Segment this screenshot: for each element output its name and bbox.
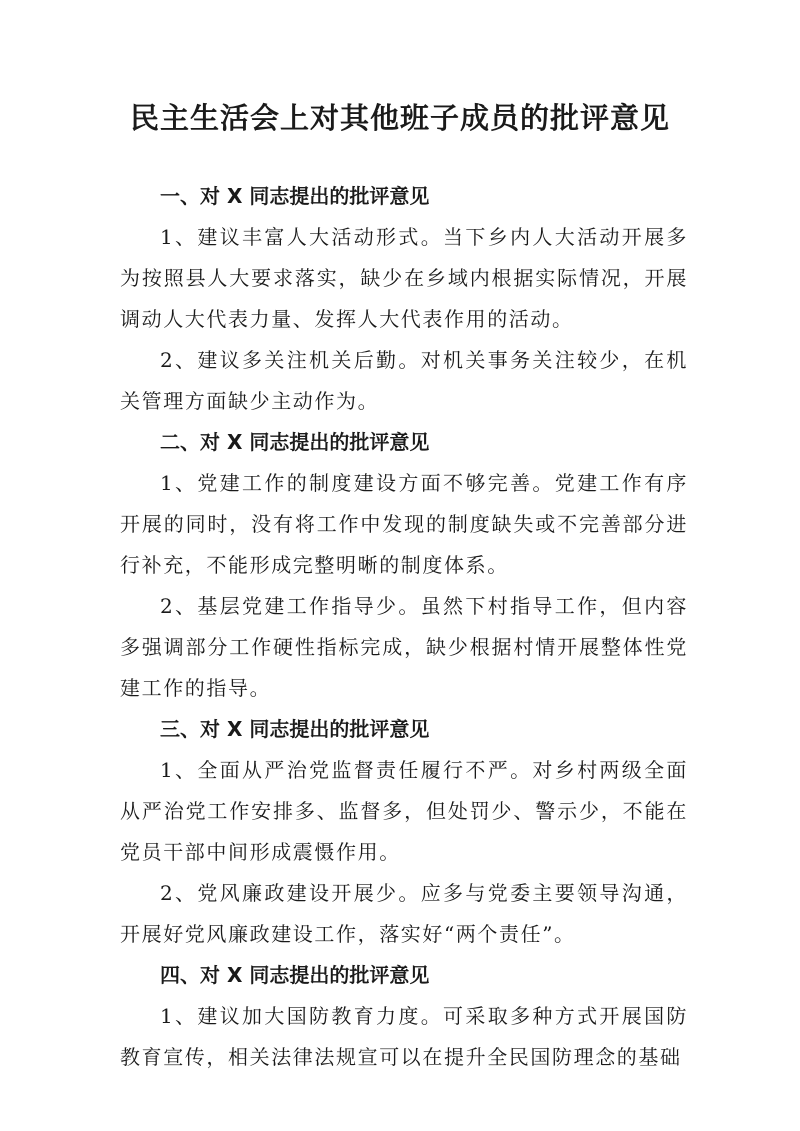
paragraph: 1、全面从严治党监督责任履行不严。对乡村两级全面从严治党工作安排多、监督多，但处罚少、警示少，不能在党员干部中间形成震慑作用。	[120, 758, 688, 864]
paragraph: 2、党风廉政建设开展少。应多与党委主要领导沟通，开展好党风廉政建设工作，落实好“两个责任”。	[120, 881, 688, 946]
paragraph: 1、党建工作的制度建设方面不够完善。党建工作有序开展的同时，没有将工作中发现的制度缺失或不完善部分进行补充，不能形成完整明晰的制度体系。	[120, 471, 688, 577]
section-2	[120, 422, 688, 709]
section-heading: 四、对 X 同志提出的批评意见	[160, 963, 430, 987]
section-3	[120, 709, 688, 955]
document-body	[120, 176, 688, 1078]
section-4	[120, 955, 688, 1078]
paragraph: 1、建议丰富人大活动形式。当下乡内人大活动开展多为按照县人大要求落实，缺少在乡域内根据实际情况，开展调动人大代表力量、发挥人大代表作用的活动。	[120, 225, 688, 331]
document-title: 民主生活会上对其他班子成员的批评意见	[129, 101, 670, 135]
section-heading: 一、对 X 同志提出的批评意见	[160, 184, 430, 208]
section-heading: 三、对 X 同志提出的批评意见	[160, 717, 430, 741]
paragraph: 2、基层党建工作指导少。虽然下村指导工作，但内容多强调部分工作硬性指标完成，缺少根据村情开展整体性党建工作的指导。	[120, 594, 688, 700]
section-1	[120, 176, 688, 422]
paragraph: 1、建议加大国防教育力度。可采取多种方式开展国防教育宣传，相关法律法规宣可以在提升全民国防理念的基础	[120, 1004, 688, 1069]
paragraph: 2、建议多关注机关后勤。对机关事务关注较少，在机关管理方面缺少主动作为。	[120, 348, 688, 413]
section-heading: 二、对 X 同志提出的批评意见	[160, 430, 430, 454]
